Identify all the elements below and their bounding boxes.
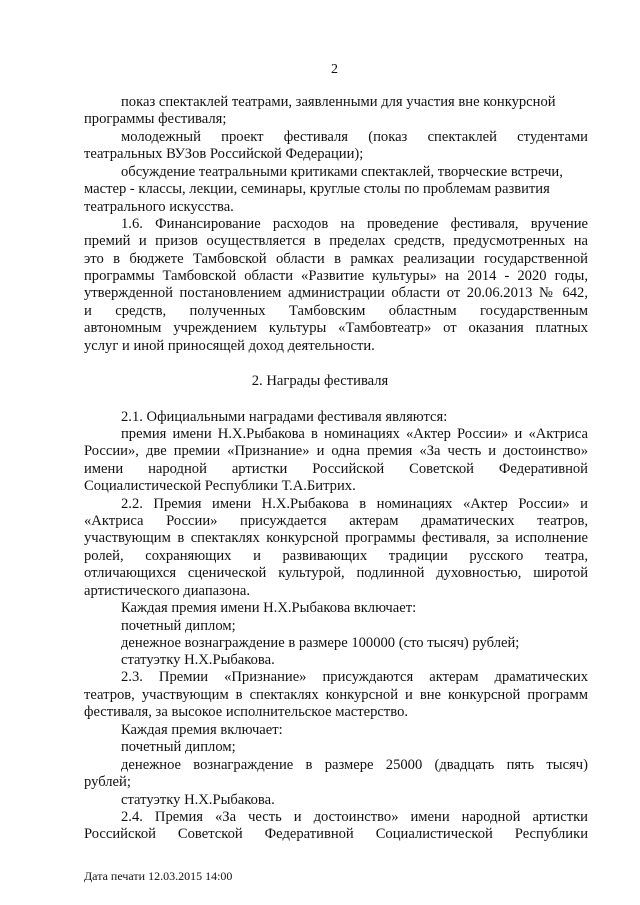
text-line: фестиваля, за высокое исполнительское мастерство.: [84, 704, 409, 720]
text-line: Социалистической Республики Т.А.Битрих.: [84, 478, 356, 494]
text-line: ролей, сохраняющих и развивающих традиции русского театра,: [84, 548, 588, 564]
text-line: Российской Советской Федеративной Социалистической Республики: [84, 826, 588, 842]
page-number: 2: [331, 62, 338, 77]
text-line: России», две премии «Признание» и одна премия «За честь и достоинство»: [84, 443, 588, 459]
text-line: услуг и иной приносящей доход деятельности.: [84, 338, 375, 354]
text-line: почетный диплом;: [121, 618, 236, 634]
text-line: это в бюджете Тамбовской области в рамках реализации государственной: [84, 251, 588, 267]
text-line: рублей;: [84, 774, 131, 790]
text-line: статуэтку Н.Х.Рыбакова.: [121, 652, 275, 668]
text-line: театрального искусства.: [84, 199, 234, 215]
text-line: показ спектаклей театрами, заявленными для участия вне конкурсной: [121, 94, 556, 110]
text-line: и средств, полученных Тамбовским областным государственным: [84, 303, 588, 319]
text-line: мастер - классы, лекции, семинары, круглые столы по проблемам развития: [84, 181, 550, 197]
text-line: «Актриса России» присуждается актерам драматических театров,: [84, 513, 588, 529]
print-date-footer: Дата печати 12.03.2015 14:00: [84, 869, 233, 883]
text-line: 2.2. Премия имени Н.Х.Рыбакова в номинациях «Актер России» и: [121, 496, 588, 512]
text-line: утвержденной постановлением администрации области от 20.06.2013 № 642,: [84, 285, 588, 301]
text-line: автономным учреждением культуры «Тамбовтеатр» от оказания платных: [84, 320, 588, 336]
text-line: театров, участвующим в спектаклях конкурсной и вне конкурсной программ: [84, 687, 588, 703]
text-line: почетный диплом;: [121, 739, 236, 755]
section-heading: 2. Награды фестиваля: [251, 373, 389, 389]
text-line: молодежный проект фестиваля (показ спектаклей студентами: [121, 129, 588, 145]
text-line: Каждая премия включает:: [121, 722, 283, 738]
text-line: программы Тамбовской области «Развитие культуры» на 2014 - 2020 годы,: [84, 268, 588, 284]
text-line: 1.6. Финансирование расходов на проведение фестиваля, вручение: [121, 216, 588, 232]
text-line: участвующим в спектаклях конкурсной программы фестиваля, за исполнение: [84, 530, 588, 546]
text-line: денежное вознаграждение в размере 25000 (двадцать пять тысяч): [121, 757, 588, 773]
text-line: Каждая премия имени Н.Х.Рыбакова включает:: [121, 600, 417, 616]
text-line: программы фестиваля;: [84, 111, 227, 127]
text-line: премия имени Н.Х.Рыбакова в номинациях «Актер России» и «Актриса: [121, 426, 588, 442]
text-line: статуэтку Н.Х.Рыбакова.: [121, 792, 275, 808]
text-line: обсуждение театральными критиками спектаклей, творческие встречи,: [121, 164, 563, 180]
text-line: 2.4. Премия «За честь и достоинство» имени народной артистки: [121, 809, 588, 825]
text-line: театральных ВУЗов Российской Федерации);: [84, 146, 364, 162]
text-line: денежное вознаграждение в размере 100000 (сто тысяч) рублей;: [121, 635, 520, 651]
text-line: артистического диапазона.: [84, 583, 251, 599]
text-line: отличающихся сценической культурой, подлинной духовностью, широтой: [84, 565, 588, 581]
text-line: премий и призов осуществляется в пределах средств, предусмотренных на: [84, 233, 588, 249]
text-line: 2.3. Премии «Признание» присуждаются актерам драматических: [121, 669, 588, 685]
text-line: 2.1. Официальными наградами фестиваля являются:: [121, 409, 448, 425]
text-line: имени народной артистки Российской Советской Федеративной: [84, 461, 588, 477]
